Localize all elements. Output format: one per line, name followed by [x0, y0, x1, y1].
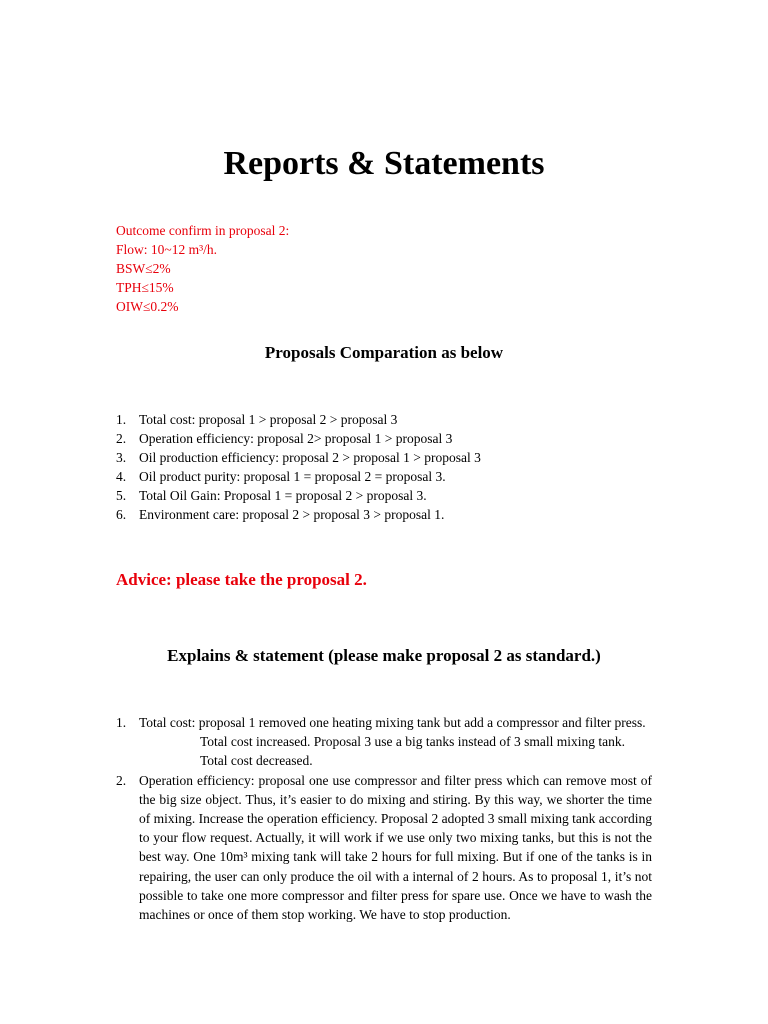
list-text: Environment care: proposal 2 > proposal 3 > proposal 1.: [139, 507, 445, 522]
list-text: Total cost: proposal 1 > proposal 2 > proposal 3: [139, 412, 398, 427]
list-text: Oil production efficiency: proposal 2 > proposal 1 > proposal 3: [139, 450, 481, 465]
list-number: 4.: [116, 469, 127, 484]
paragraph-line: Total cost increased. Proposal 3 use a big tanks instead of 3 small mixing tank.: [200, 734, 625, 750]
list-number: 6.: [116, 507, 127, 522]
outcome-line: Outcome confirm in proposal 2:: [116, 223, 290, 238]
outcome-line: TPH≤15%: [116, 280, 174, 295]
list-number: 5.: [116, 488, 127, 503]
paragraph-line: Total cost decreased.: [200, 753, 313, 769]
outcome-line: Flow: 10~12 m³/h.: [116, 242, 217, 257]
list-number: 2.: [116, 772, 127, 788]
outcome-line: OIW≤0.2%: [116, 299, 179, 314]
explain-heading: Explains & statement (please make proposal 2 as standard.): [167, 646, 601, 665]
list-text: Oil product purity: proposal 1 = proposal 2 = proposal 3.: [139, 469, 446, 484]
advice-text: Advice: please take the proposal 2.: [116, 570, 367, 589]
list-text: Total Oil Gain: Proposal 1 = proposal 2 > proposal 3.: [139, 488, 427, 503]
list-item: [116, 771, 652, 925]
list-text: Operation efficiency: proposal 2> proposal 1 > proposal 3: [139, 431, 453, 446]
paragraph: Operation efficiency: proposal one use compressor and filter press which can remove most of the big size object. Thus, it’s easier to do mixing and stiring. By this way, we shorter the time of mixing. Increase the operation efficiency. Proposal 2 adopted 3 small mixing tank according to your flow request. Actually, it will work if we use only two mixing tanks, but this is not the best way. One 10m³ mixing tank will take 2 hours for full mixing. But if one of the tanks is in repairing, the user can only produce the oil with a internal of 2 hours. As to proposal 1, it’s not possible to take one more compressor and filter press for spare use. Once we have to wash the machines or once of them stop working. We have to stop production.: [139, 772, 652, 923]
explain-list: [116, 713, 652, 924]
list-number: 3.: [116, 450, 127, 465]
paragraph-line: Total cost: proposal 1 removed one heating mixing tank but add a compressor and filter press.: [139, 715, 646, 730]
comparison-heading: Proposals Comparation as below: [264, 343, 504, 362]
list-number: 2.: [116, 431, 127, 446]
list-number: 1.: [116, 412, 127, 427]
list-item: [116, 713, 652, 771]
page-title: Reports & Statements: [223, 145, 545, 182]
outcome-block: [116, 221, 289, 316]
list-number: 1.: [116, 715, 127, 730]
outcome-line: BSW≤2%: [116, 261, 171, 276]
